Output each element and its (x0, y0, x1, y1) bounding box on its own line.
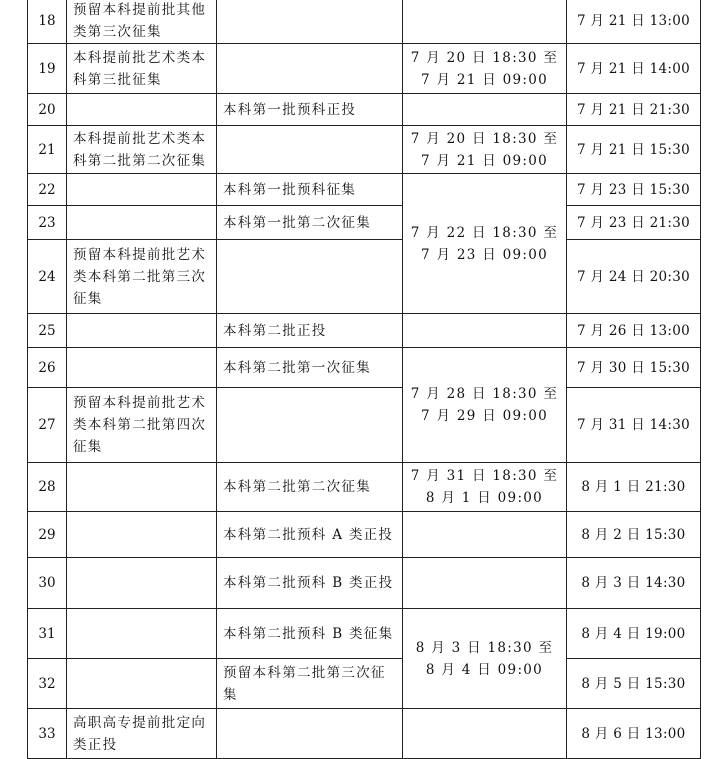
announce-time-cell: 7 月 30 日 15:30 (567, 348, 701, 388)
batch-cell: 本科第二批预科 B 类正投 (217, 558, 403, 609)
row-number: 18 (28, 0, 67, 44)
announce-time-cell: 8 月 3 日 14:30 (567, 558, 701, 609)
batch-cell (217, 240, 403, 314)
schedule-table (27, 0, 701, 759)
group-cell: 高职高专提前批定向类正投 (67, 709, 217, 759)
table-row (28, 348, 701, 388)
row-number: 28 (28, 463, 67, 512)
group-cell: 本科提前批艺术类本科第二批第二次征集 (67, 126, 217, 174)
table-row (28, 388, 701, 463)
table-row (28, 126, 701, 174)
table-row (28, 463, 701, 512)
batch-cell (217, 44, 403, 94)
batch-cell: 本科第二批正投 (217, 314, 403, 348)
table-row (28, 240, 701, 314)
group-cell (67, 558, 217, 609)
row-number: 19 (28, 44, 67, 94)
table-row (28, 44, 701, 94)
row-number: 20 (28, 94, 67, 126)
fill-time-cell (403, 709, 567, 759)
announce-time-cell: 7 月 21 日 13:00 (567, 0, 701, 44)
announce-time-cell: 7 月 24 日 20:30 (567, 240, 701, 314)
batch-cell: 本科第二批第一次征集 (217, 348, 403, 388)
batch-cell (217, 709, 403, 759)
fill-time-cell (403, 0, 567, 44)
batch-cell: 本科第二批预科 B 类征集 (217, 609, 403, 659)
group-cell: 预留本科提前批艺术类本科第二批第四次征集 (67, 388, 217, 463)
announce-time-cell: 8 月 1 日 21:30 (567, 463, 701, 512)
announce-time-cell: 7 月 23 日 15:30 (567, 174, 701, 206)
group-cell: 预留本科提前批艺术类本科第二批第三次征集 (67, 240, 217, 314)
fill-time-cell (403, 558, 567, 609)
batch-cell: 本科第一批预科正投 (217, 94, 403, 126)
fill-time-cell: 7 月 22 日 18:30 至 7 月 23 日 09:00 (403, 174, 567, 314)
announce-time-cell: 7 月 26 日 13:00 (567, 314, 701, 348)
row-number: 32 (28, 659, 67, 709)
table-row (28, 206, 701, 240)
row-number: 25 (28, 314, 67, 348)
batch-cell: 预留本科第二批第三次征集 (217, 659, 403, 709)
group-cell (67, 512, 217, 558)
fill-time-cell: 8 月 3 日 18:30 至 8 月 4 日 09:00 (403, 609, 567, 709)
group-cell (67, 174, 217, 206)
announce-time-cell: 8 月 4 日 19:00 (567, 609, 701, 659)
table-row (28, 659, 701, 709)
batch-cell: 本科第二批预科 A 类正投 (217, 512, 403, 558)
table-row (28, 0, 701, 44)
group-cell (67, 314, 217, 348)
announce-time-cell: 7 月 21 日 14:00 (567, 44, 701, 94)
row-number: 22 (28, 174, 67, 206)
table-row (28, 94, 701, 126)
row-number: 23 (28, 206, 67, 240)
announce-time-cell: 8 月 6 日 13:00 (567, 709, 701, 759)
group-cell (67, 94, 217, 126)
batch-cell (217, 0, 403, 44)
row-number: 24 (28, 240, 67, 314)
group-cell (67, 348, 217, 388)
group-cell (67, 659, 217, 709)
batch-cell: 本科第二批第二次征集 (217, 463, 403, 512)
table-row (28, 174, 701, 206)
fill-time-cell (403, 94, 567, 126)
group-cell: 预留本科提前批其他类第三次征集 (67, 0, 217, 44)
announce-time-cell: 8 月 2 日 15:30 (567, 512, 701, 558)
batch-cell: 本科第一批预科征集 (217, 174, 403, 206)
row-number: 27 (28, 388, 67, 463)
announce-time-cell: 7 月 21 日 21:30 (567, 94, 701, 126)
row-number: 29 (28, 512, 67, 558)
fill-time-cell: 7 月 20 日 18:30 至 7 月 21 日 09:00 (403, 126, 567, 174)
batch-cell (217, 126, 403, 174)
row-number: 21 (28, 126, 67, 174)
announce-time-cell: 7 月 31 日 14:30 (567, 388, 701, 463)
table-row (28, 709, 701, 759)
batch-cell (217, 388, 403, 463)
row-number: 31 (28, 609, 67, 659)
table-row (28, 512, 701, 558)
fill-time-cell (403, 512, 567, 558)
row-number: 26 (28, 348, 67, 388)
fill-time-cell: 7 月 28 日 18:30 至 7 月 29 日 09:00 (403, 348, 567, 463)
table-row (28, 558, 701, 609)
group-cell (67, 206, 217, 240)
table-row (28, 609, 701, 659)
batch-cell: 本科第一批第二次征集 (217, 206, 403, 240)
announce-time-cell: 7 月 23 日 21:30 (567, 206, 701, 240)
row-number: 33 (28, 709, 67, 759)
table-row (28, 314, 701, 348)
fill-time-cell: 7 月 20 日 18:30 至 7 月 21 日 09:00 (403, 44, 567, 94)
announce-time-cell: 7 月 21 日 15:30 (567, 126, 701, 174)
group-cell (67, 463, 217, 512)
fill-time-cell (403, 314, 567, 348)
group-cell: 本科提前批艺术类本科第三批征集 (67, 44, 217, 94)
announce-time-cell: 8 月 5 日 15:30 (567, 659, 701, 709)
row-number: 30 (28, 558, 67, 609)
group-cell (67, 609, 217, 659)
fill-time-cell: 7 月 31 日 18:30 至 8 月 1 日 09:00 (403, 463, 567, 512)
